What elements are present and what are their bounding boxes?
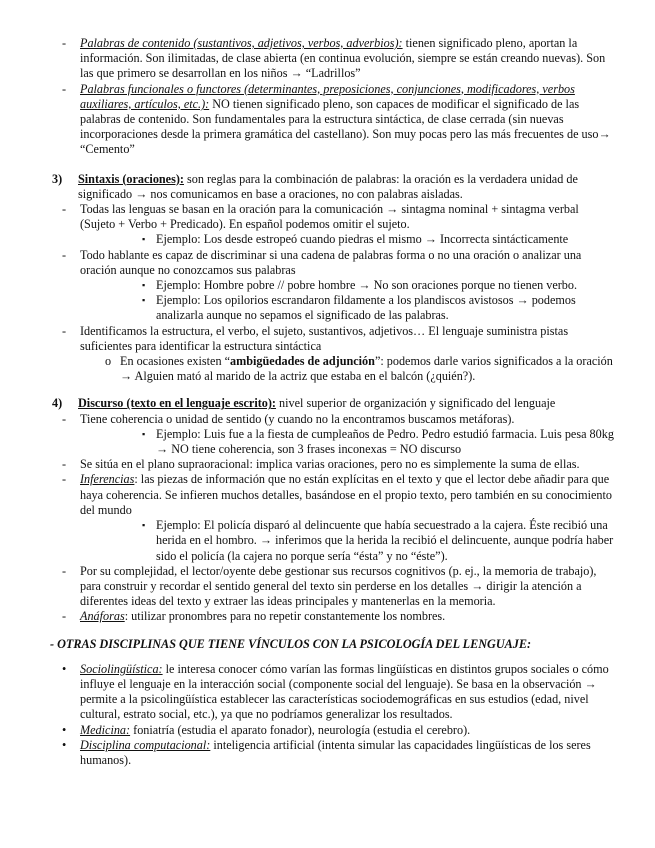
list-item-text: Se sitúa en el plano supraoracional: implica varias oraciones, pero no es simplemente la suma de ellas.: [80, 457, 580, 472]
list-item-text: Tiene coherencia o unidad de sentido (y cuando no la encontramos buscamos metáforas).: [80, 411, 515, 426]
example-item: [50, 518, 615, 564]
discipline-item-sociolinguistics: [50, 662, 615, 723]
list-item-text: : las piezas de información que no están explícitas en el texto y que el lector debe añadir para que haya coherencia. Se infieren muchos detalles, basándose en el propio texto, pero también en su conocimiento del mundo: [80, 472, 613, 517]
list-item: [50, 412, 615, 427]
list-item: [50, 324, 615, 354]
example-item: [50, 232, 615, 247]
list-item-function-words: [50, 82, 615, 158]
square-bullet-icon: ▪: [142, 234, 146, 245]
dash-marker: -: [62, 36, 67, 50]
term-anaphora: Anáforas: [80, 609, 125, 624]
example-text: Ejemplo: Hombre pobre // pobre hombre → No son oraciones porque no tienen verbo.: [156, 278, 578, 293]
list-item-text: Todas las lenguas se basan en la oración para la comunicación → sintagma nominal + sintagma verbal (Sujeto + Verbo + Predicado). En español podemos omitir el sujeto.: [80, 202, 579, 232]
term-inferences: Inferencias: [80, 472, 135, 487]
section-discourse: [50, 396, 615, 411]
example-text: Ejemplo: El policía disparó al delincuente que había secuestrado a la cajera. Éste recibió una herida en el hombro. → inferimos que la herida la recibió el delincuente, aunque podría haber sido el policía (la cajera no porque sería “ésta” y no “éste”).: [156, 518, 614, 563]
list-item: [50, 202, 615, 232]
section-number: 4): [52, 396, 63, 411]
content-words-text: tienen significado pleno, aportan la información. Son ilimitadas, de clase abierta (en continua evolución, siempre se están creando nuevas). Son las que primero se desarrollan en los niños → “Ladrillos”: [80, 36, 606, 81]
sub-item-term: ambigüedades de adjunción: [230, 354, 375, 369]
dash-marker: -: [62, 411, 67, 426]
discipline-term: Disciplina computacional:: [80, 737, 211, 752]
dash-marker: -: [62, 202, 67, 217]
sub-item-text-c: ”: podemos darle varios significados a la oración → Alguien mató al marido de la actriz que estaba en el balcón (¿quién?).: [120, 354, 613, 384]
list-item: [50, 472, 615, 518]
list-item: [50, 609, 615, 624]
dash-marker: -: [62, 247, 67, 262]
discipline-term: Sociolingüística:: [80, 661, 163, 676]
example-text: Ejemplo: Los opilorios escrandaron fildamente a los plandiscos avistosos → podemos analizarla aunque no sepamos el significado de las palabras.: [156, 293, 576, 323]
example-item: [50, 278, 615, 293]
circle-bullet-icon: o: [105, 354, 112, 369]
bullet-icon: •: [62, 737, 67, 752]
function-words-text: NO tienen significado pleno, son capaces de modificar el significado de las palabras de contenido. Son fundamentales para la estructura sintáctica, de clase cerrada (sin nuevas incorporaciones desde la primera gramática del castellano). Son muy pocas pero las más frecuentes de uso→ “Cemento”: [80, 96, 611, 157]
discipline-term: Medicina:: [80, 722, 131, 737]
term-content-words: Palabras de contenido (sustantivos, adjetivos, verbos, adverbios):: [80, 36, 403, 50]
example-text: Ejemplo: Luis fue a la fiesta de cumpleaños de Pedro. Pedro estudió farmacia. Luis pesa 80kg → NO tiene coherencia, son 3 frases inconexas = NO discurso: [156, 426, 614, 457]
discipline-item-computational: [50, 738, 615, 768]
dash-marker: -: [62, 563, 67, 578]
dash-marker: -: [62, 609, 67, 624]
square-bullet-icon: ▪: [142, 295, 146, 306]
bullet-icon: •: [62, 722, 67, 737]
list-item-text: Identificamos la estructura, el verbo, el sujeto, sustantivos, adjetivos… El lenguaje suministra pistas suficientes para identificar la estructura sintáctica: [80, 323, 569, 353]
example-text: Ejemplo: Los desde estropeó cuando piedras el mismo → Incorrecta sintácticamente: [156, 232, 569, 247]
list-item: [50, 457, 615, 472]
discipline-text: inteligencia artificial (intenta simular las capacidades lingüísticas de los seres humanos).: [80, 737, 591, 767]
discipline-text: le interesa conocer cómo varían las formas lingüísticas en distintos grupos sociales o cómo influye el lenguaje en la interacción social (componente social del lenguaje). Se basa en la observación → permite a la psicolingüística establecer las características sociodemográficas en sus estudios (edad, nivel cultural, estrato social, etc.), ya que no podríamos generalizar los resultados.: [80, 661, 609, 722]
list-item: [50, 248, 615, 278]
other-disciplines-title: - OTRAS DISCIPLINAS QUE TIENE VÍNCULOS CON LA PSICOLOGÍA DEL LENGUAJE:: [50, 636, 532, 651]
list-item-content-words: [50, 36, 615, 82]
section-syntax: [50, 172, 615, 202]
square-bullet-icon: ▪: [142, 428, 146, 439]
list-item-text: Por su complejidad, el lector/oyente debe gestionar sus recursos cognitivos (p. ej., la memoria de trabajo), para construir y recordar el sentido general del texto sin perderse en los detalles → dirigir la atención a diferentes ideas del texto y extraer las ideas principales y mantenerlas en la memoria.: [80, 563, 597, 609]
example-item: [50, 427, 615, 457]
sub-item: [50, 354, 615, 384]
square-bullet-icon: ▪: [142, 280, 146, 291]
section-number: 3): [52, 171, 63, 186]
section-heading: Sintaxis (oraciones):: [78, 171, 184, 186]
bullet-icon: •: [62, 661, 67, 676]
section-intro: nivel superior de organización y significado del lenguaje: [276, 396, 556, 411]
square-bullet-icon: ▪: [142, 520, 146, 531]
term-function-words: Palabras funcionales o functores (determinantes, preposiciones, conjunciones, modificadores, verbos auxiliares, artículos, etc.):: [80, 81, 575, 111]
dash-marker: -: [62, 457, 67, 472]
dash-marker: -: [62, 81, 67, 96]
section-intro: son reglas para la combinación de palabras: la oración es la verdadera unidad de significado → nos comunicamos en base a oraciones, no con palabras aisladas.: [78, 171, 578, 201]
example-item: [50, 293, 615, 323]
discipline-item-medicine: [50, 723, 615, 738]
section-heading: Discurso (texto en el lenguaje escrito):: [78, 396, 276, 411]
dash-marker: -: [62, 472, 67, 487]
discipline-text: foniatría (estudia el aparato fonador), neurología (estudia el cerebro).: [130, 722, 471, 737]
list-item: [50, 564, 615, 610]
dash-marker: -: [62, 323, 67, 338]
list-item-text: Todo hablante es capaz de discriminar si una cadena de palabras forma o no una oración o analizar una oración aunque no conozcamos sus palabras: [80, 247, 582, 277]
list-item-text: : utilizar pronombres para no repetir constantemente los nombres.: [124, 609, 446, 624]
sub-item-text-a: En ocasiones existen “: [120, 354, 230, 369]
